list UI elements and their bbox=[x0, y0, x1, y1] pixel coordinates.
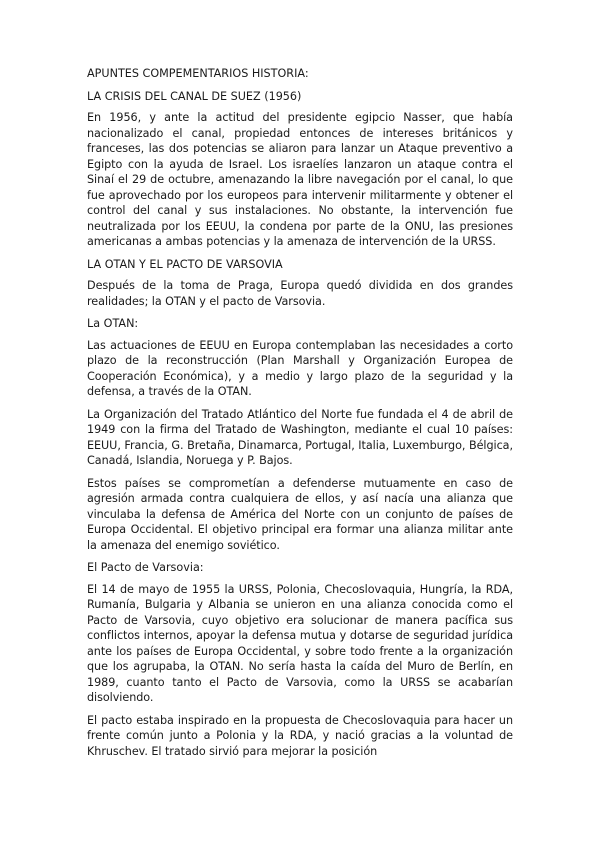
paragraph-europe-divided: Después de la toma de Praga, Europa quedó dividida en dos grandes realidades; la OTAN y el pacto de Varsovia. bbox=[87, 279, 513, 308]
paragraph-otan-mutual-defense: Estos países se comprometían a defenderse mutuamente en caso de agresión armada contra cualquiera de ellos, y así nacía una alianza que vinculaba la defensa de América del Norte con un conjunto de países de Europa Occidental. El objetivo principal era formar una alianza militar ante la amenaza del enemigo soviético. bbox=[87, 476, 513, 552]
section-heading-otan: La OTAN: bbox=[87, 317, 139, 330]
document-title: APUNTES COMPEMENTARIOS HISTORIA: bbox=[87, 67, 309, 80]
paragraph-suez-crisis: En 1956, y ante la actitud del presidente egipcio Nasser, que había nacionalizado el canal, propiedad entonces de intereses británicos y franceses, las dos potencias se aliaron para lanzar un Ataque preventivo a Egipto con la ayuda de Israel. Los israelíes lanzaron un ataque contra el Sinaí el 29 de octubre, amenazando la libre navegación por el canal, lo que fue aprovechado por los europeos para intervenir militarmente y obtener el control del canal y sus instalaciones. No obstante, la intervención fue neutralizada por los EEUU, la condena por parte de la ONU, las presiones americanas a ambas potencias y la amenaza de intervención de la URSS. bbox=[87, 111, 513, 248]
paragraph-otan-usa-actions: Las actuaciones de EEUU en Europa contemplaban las necesidades a corto plazo de la reconstrucción (Plan Marshall y Organización Europea de Cooperación Económica), y a medio y largo plazo de la seguridad y la defensa, a través de la OTAN. bbox=[87, 338, 513, 398]
paragraph-varsovia-inspiration: El pacto estaba inspirado en la propuesta de Checoslovaquia para hacer un frente común junto a Polonia y la RDA, y nació gracias a la voluntad de Khruschev. El tratado sirvió para mejorar la posición bbox=[87, 713, 513, 758]
section-heading-suez: LA CRISIS DEL CANAL DE SUEZ (1956) bbox=[87, 89, 302, 103]
paragraph-varsovia-founding: El 14 de mayo de 1955 la URSS, Polonia, Checoslovaquia, Hungría, la RDA, Rumanía, Bulgaria y Albania se unieron en una alianza conocida como el Pacto de Varsovia, cuyo objetivo era solucionar de manera pacífica sus conflictos internos, apoyar la defensa mutua y dotarse de seguridad jurídica ante los países de Europa Occidental, y sobre todo frente a la organización que los agrupaba, la OTAN. No sería hasta la caída del Muro de Berlín, en 1989, cuanto tanto el Pacto de Varsovia, como la URSS se acabarían disolviendo. bbox=[87, 582, 513, 704]
section-heading-varsovia: El Pacto de Varsovia: bbox=[87, 561, 204, 574]
paragraph-otan-founding: La Organización del Tratado Atlántico del Norte fue fundada el 4 de abril de 1949 con la firma del Tratado de Washington, mediante el cual 10 países: EEUU, Francia, G. Bretaña, Dinamarca, Portugal, Italia, Luxemburgo, Bélgica, Canadá, Islandia, Noruega y P. Bajos. bbox=[87, 407, 513, 467]
section-heading-otan-varsovia: LA OTAN Y EL PACTO DE VARSOVIA bbox=[87, 257, 283, 271]
document-page bbox=[87, 66, 513, 766]
